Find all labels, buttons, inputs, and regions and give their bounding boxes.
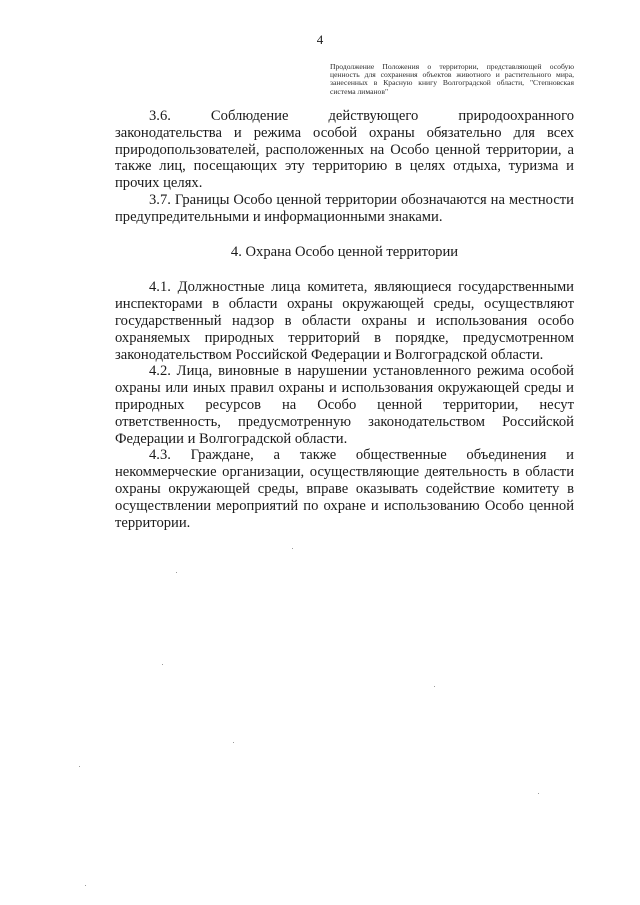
section-heading: 4. Охрана Особо ценной территории	[230, 243, 459, 260]
page-number: 4	[316, 32, 324, 47]
document-body	[115, 108, 574, 531]
paragraph-4-3: 4.3. Граждане, а также общественные объединения и некоммерческие организации, осуществляющие деятельность в области охраны окружающей среды, вправе оказывать содействие комитету в осуществлении мероприятий по охране и использованию Особо ценной территории.	[115, 447, 574, 531]
paragraph-3-7: 3.7. Границы Особо ценной территории обозначаются на местности предупредительными и информационными знаками.	[115, 191, 574, 225]
header-note: Продолжение Положения о территории, представляющей особую ценность для сохранения объектов животного и растительного мира, занесенных в Красную книгу Волгоградской области, "Степновская система лиманов"	[330, 62, 574, 96]
paragraph-3-6: 3.6. Соблюдение действующего природоохранного законодательства и режима особой охраны обязательно для всех природопользователей, расположенных на Особо ценной территории, а также лиц, посещающих эту территорию в целях отдыха, туризма и прочих целях.	[115, 108, 574, 192]
paragraph-4-1: 4.1. Должностные лица комитета, являющиеся государственными инспекторами в области охраны окружающей среды, осуществляют государственный надзор в области охраны и использования особо охраняемых природных территорий в порядке, предусмотренном законодательством Российской Федерации и Волгоградской области.	[115, 279, 574, 363]
paragraph-4-2: 4.2. Лица, виновные в нарушении установленного режима особой охраны или иных правил охраны и использования окружающей среды и природных ресурсов на Особо ценной территории, несут ответственность, предусмотренную законодательством Российской Федерации и Волгоградской области.	[115, 363, 574, 447]
